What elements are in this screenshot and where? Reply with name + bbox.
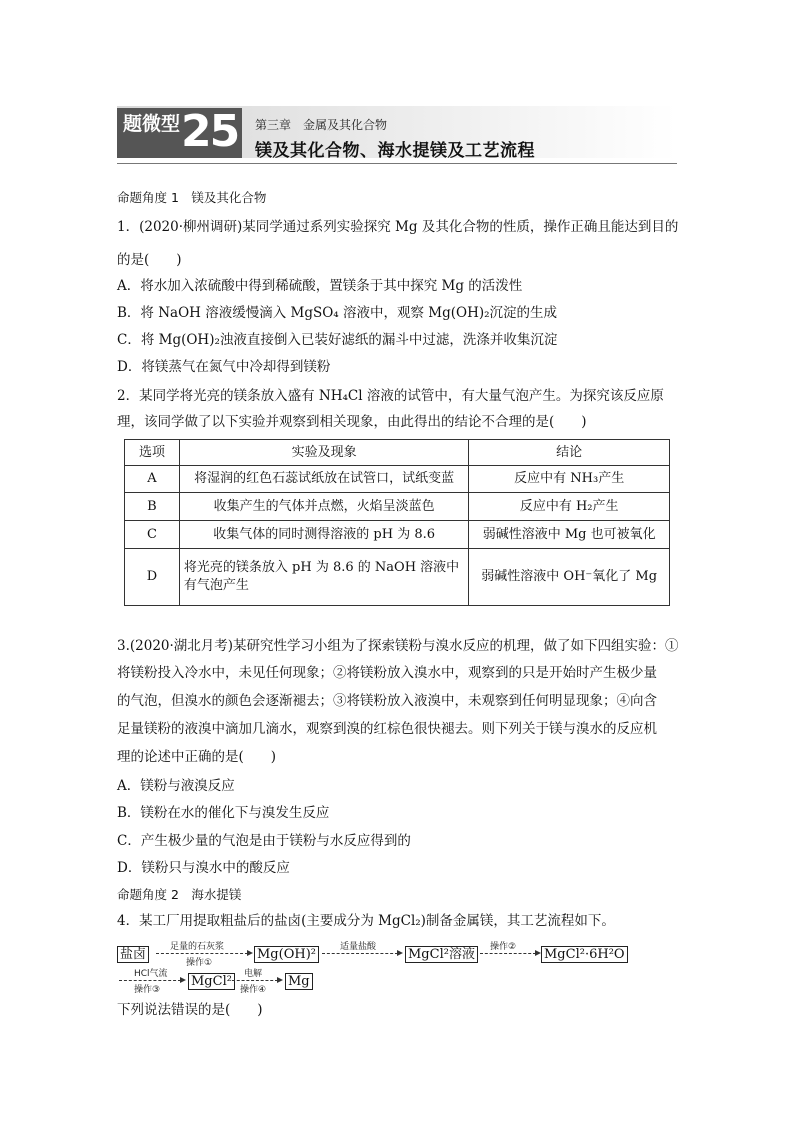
q3-option-c: C．产生极少量的气泡是由于镁粉与水反应得到的 — [117, 833, 411, 849]
flow-label-reagent: HCl气流 — [134, 969, 168, 979]
table-cell-line: 将光亮的镁条放入 pH 为 8.6 的 NaOH 溶液中 — [183, 560, 460, 575]
flow-label-step: 操作③ — [134, 985, 161, 995]
table-row — [125, 549, 670, 606]
table-cell: 弱碱性溶液中 OH⁻氧化了 Mg — [469, 549, 670, 606]
flow-arrow-icon — [232, 980, 278, 981]
flow-label-reagent: 电解 — [244, 969, 263, 979]
q1-option-a: A．将水加入浓硫酸中得到稀硫酸，置镁条于其中探究 Mg 的活泼性 — [117, 278, 523, 294]
flow-node-brine: 盐卤 — [117, 946, 149, 963]
q3-option-b: B．镁粉在水的催化下与溴发生反应 — [117, 805, 330, 821]
q4-stem-line1: 4．某工厂用提取粗盐后的盐卤(主要成分为 MgCl₂)制备金属镁，其工艺流程如下。 — [117, 913, 615, 929]
flow-label-step: 操作② — [490, 942, 517, 952]
page-title: 镁及其化合物、海水提镁及工艺流程 — [255, 141, 535, 161]
q3-stem-line1: 3.(2020·湖北月考)某研究性学习小组为了探索镁粉与溴水反应的机理，做了如下四组实验：① — [117, 638, 679, 654]
table-cell: 反应中有 NH₃产生 — [469, 466, 670, 493]
header-divider — [117, 163, 677, 164]
table-header-row — [125, 440, 670, 466]
flow-label-step: 操作① — [186, 958, 213, 968]
flow-node-anhydrous-chloride: MgCl² — [188, 973, 235, 990]
table-row — [125, 466, 670, 493]
q1-stem-line2: 的是( ) — [117, 252, 182, 268]
q2-table — [124, 439, 670, 606]
flow-node-hydrate: MgCl²·6H²O — [541, 946, 628, 963]
q3-option-d: D．镁粉只与溴水中的酸反应 — [117, 860, 290, 876]
chapter-badge — [117, 108, 242, 158]
q1-option-d: D．将镁蒸气在氮气中冷却得到镁粉 — [117, 359, 331, 375]
table-row — [125, 493, 670, 521]
q3-stem-line5: 理的论述中正确的是( ) — [117, 749, 277, 765]
table-cell: D — [125, 549, 180, 606]
table-cell: A — [125, 466, 180, 493]
q3-stem-line2: 将镁粉投入冷水中，未见任何现象；②将镁粉放入溴水中，观察到的只是开始时产生极少量 — [117, 665, 657, 681]
q2-stem-line2: 理，该同学做了以下实验并观察到相关现象，由此得出的结论不合理的是( ) — [117, 414, 587, 430]
flow-arrow-icon — [119, 980, 181, 981]
badge-number: 25 — [181, 106, 239, 157]
q3-stem-line4: 足量镁粉的液溴中滴加几滴水，观察到溴的红棕色很快褪去。则下列关于镁与溴水的反应机 — [117, 721, 657, 737]
q2-stem-line1: 2．某同学将光亮的镁条放入盛有 NH₄Cl 溶液的试管中，有大量气泡产生。为探究该反应原 — [117, 388, 664, 404]
flow-label-reagent: 足量的石灰浆 — [170, 942, 225, 952]
table-cell: 收集气体的同时测得溶液的 pH 为 8.6 — [179, 521, 468, 549]
table-cell: 弱碱性溶液中 Mg 也可被氧化 — [469, 521, 670, 549]
q4-stem-line2: 下列说法错误的是( ) — [117, 1002, 263, 1018]
q1-option-b: B．将 NaOH 溶液缓慢滴入 MgSO₄ 溶液中，观察 Mg(OH)₂沉淀的生成 — [117, 305, 558, 321]
table-cell — [179, 549, 468, 606]
q1-stem-line1: 1．(2020·柳州调研)某同学通过系列实验探究 Mg 及其化合物的性质，操作正确且能达到目的 — [117, 219, 679, 235]
flow-label-step: 操作④ — [240, 985, 267, 995]
section-heading-2: 命题角度 2 海水提镁 — [117, 887, 242, 902]
table-cell: 收集产生的气体并点燃，火焰呈淡蓝色 — [179, 493, 468, 521]
flow-node-chloride-solution: MgCl²溶液 — [405, 946, 478, 963]
section-heading-1: 命题角度 1 镁及其化合物 — [117, 190, 267, 205]
flow-label-reagent: 适量盐酸 — [340, 942, 377, 952]
table-header: 实验及现象 — [179, 440, 468, 466]
q1-option-c: C．将 Mg(OH)₂浊液直接倒入已装好滤纸的漏斗中过滤，洗涤并收集沉淀 — [117, 332, 558, 348]
table-header: 结论 — [469, 440, 670, 466]
table-cell: B — [125, 493, 180, 521]
table-cell: 将湿润的红色石蕊试纸放在试管口，试纸变蓝 — [179, 466, 468, 493]
flow-arrow-icon — [480, 953, 536, 954]
table-cell: 反应中有 H₂产生 — [469, 493, 670, 521]
table-cell: C — [125, 521, 180, 549]
flow-arrow-icon — [156, 953, 248, 954]
table-cell-line: 有气泡产生 — [183, 578, 249, 593]
q3-stem-line3: 的气泡，但溴水的颜色会逐渐褪去；③将镁粉放入液溴中，未观察到任何明显现象；④向含 — [117, 693, 657, 709]
table-row — [125, 521, 670, 549]
table-header: 选项 — [125, 440, 180, 466]
flow-node-magnesium: Mg — [285, 973, 313, 990]
flow-arrow-icon — [322, 953, 398, 954]
flow-node-hydroxide: Mg(OH)² — [254, 946, 319, 963]
chapter-title: 第三章 金属及其化合物 — [255, 118, 388, 132]
badge-label: 题微型 — [123, 113, 181, 135]
q3-option-a: A．镁粉与液溴反应 — [117, 778, 235, 794]
